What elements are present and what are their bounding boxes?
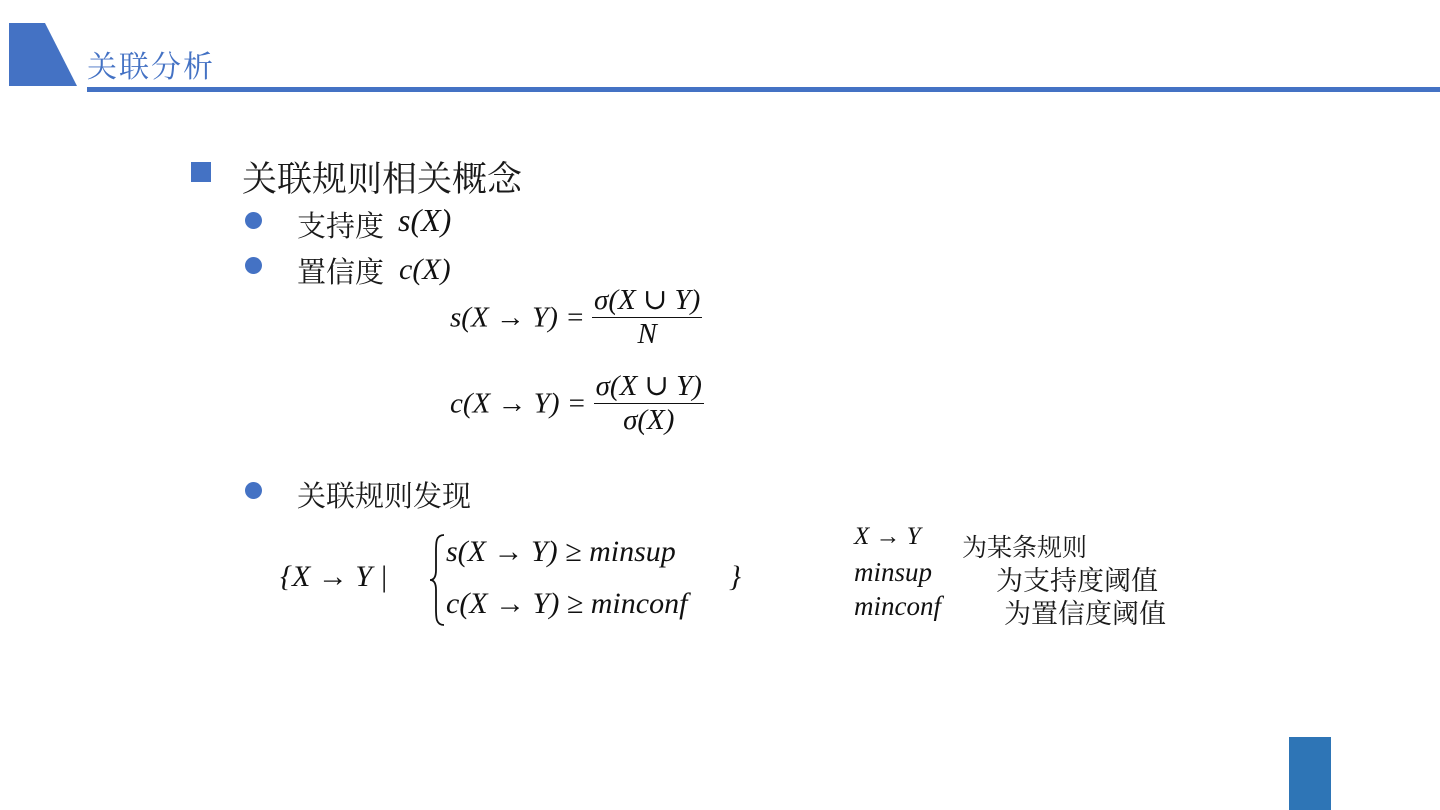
section-heading: 关联规则相关概念 <box>242 160 523 200</box>
legend-minconf-symbol: minconf <box>854 591 941 621</box>
confidence-denominator: σ(X) <box>623 404 675 437</box>
support-denominator: N <box>637 318 657 351</box>
header-decoration <box>0 0 1440 100</box>
rule-set-open: {X → Y | <box>280 560 388 593</box>
confidence-formula <box>450 370 704 438</box>
left-brace-icon <box>428 532 448 628</box>
legend-minconf-desc: 为置信度阈值 <box>1004 599 1166 630</box>
header-corner-shape <box>9 23 77 86</box>
corner-accent-block <box>1289 737 1331 810</box>
confidence-numerator: σ(X ∪ Y) <box>594 370 704 404</box>
legend-minsup-desc: 为支持度阈值 <box>996 566 1158 597</box>
page-title: 关联分析 <box>87 50 215 85</box>
confidence-symbol: c(X) <box>399 253 451 286</box>
circle-bullet-icon <box>245 482 262 499</box>
rule-set-close: } <box>729 560 741 593</box>
confidence-formula-lhs: c(X → Y) = <box>450 387 587 420</box>
circle-bullet-icon <box>245 257 262 274</box>
support-formula <box>450 284 702 352</box>
rule-condition-support: s(X → Y) ≥ minsup <box>446 535 676 568</box>
support-formula-lhs: s(X → Y) = <box>450 301 585 334</box>
rule-condition-confidence: c(X → Y) ≥ minconf <box>446 587 688 620</box>
circle-bullet-icon <box>245 212 262 229</box>
legend-rule-desc: 为某条规则 <box>962 533 1088 562</box>
square-bullet-icon <box>191 162 211 182</box>
support-symbol: s(X) <box>398 202 452 238</box>
discovery-label: 关联规则发现 <box>297 479 472 513</box>
confidence-fraction <box>594 370 704 438</box>
confidence-label: 置信度 <box>297 255 385 289</box>
legend-minsup-symbol: minsup <box>854 557 933 587</box>
header-underline <box>87 87 1440 92</box>
support-fraction <box>592 284 702 352</box>
support-label: 支持度 <box>297 209 385 243</box>
legend-rule-symbol: X → Y <box>854 523 921 550</box>
support-numerator: σ(X ∪ Y) <box>592 284 702 318</box>
